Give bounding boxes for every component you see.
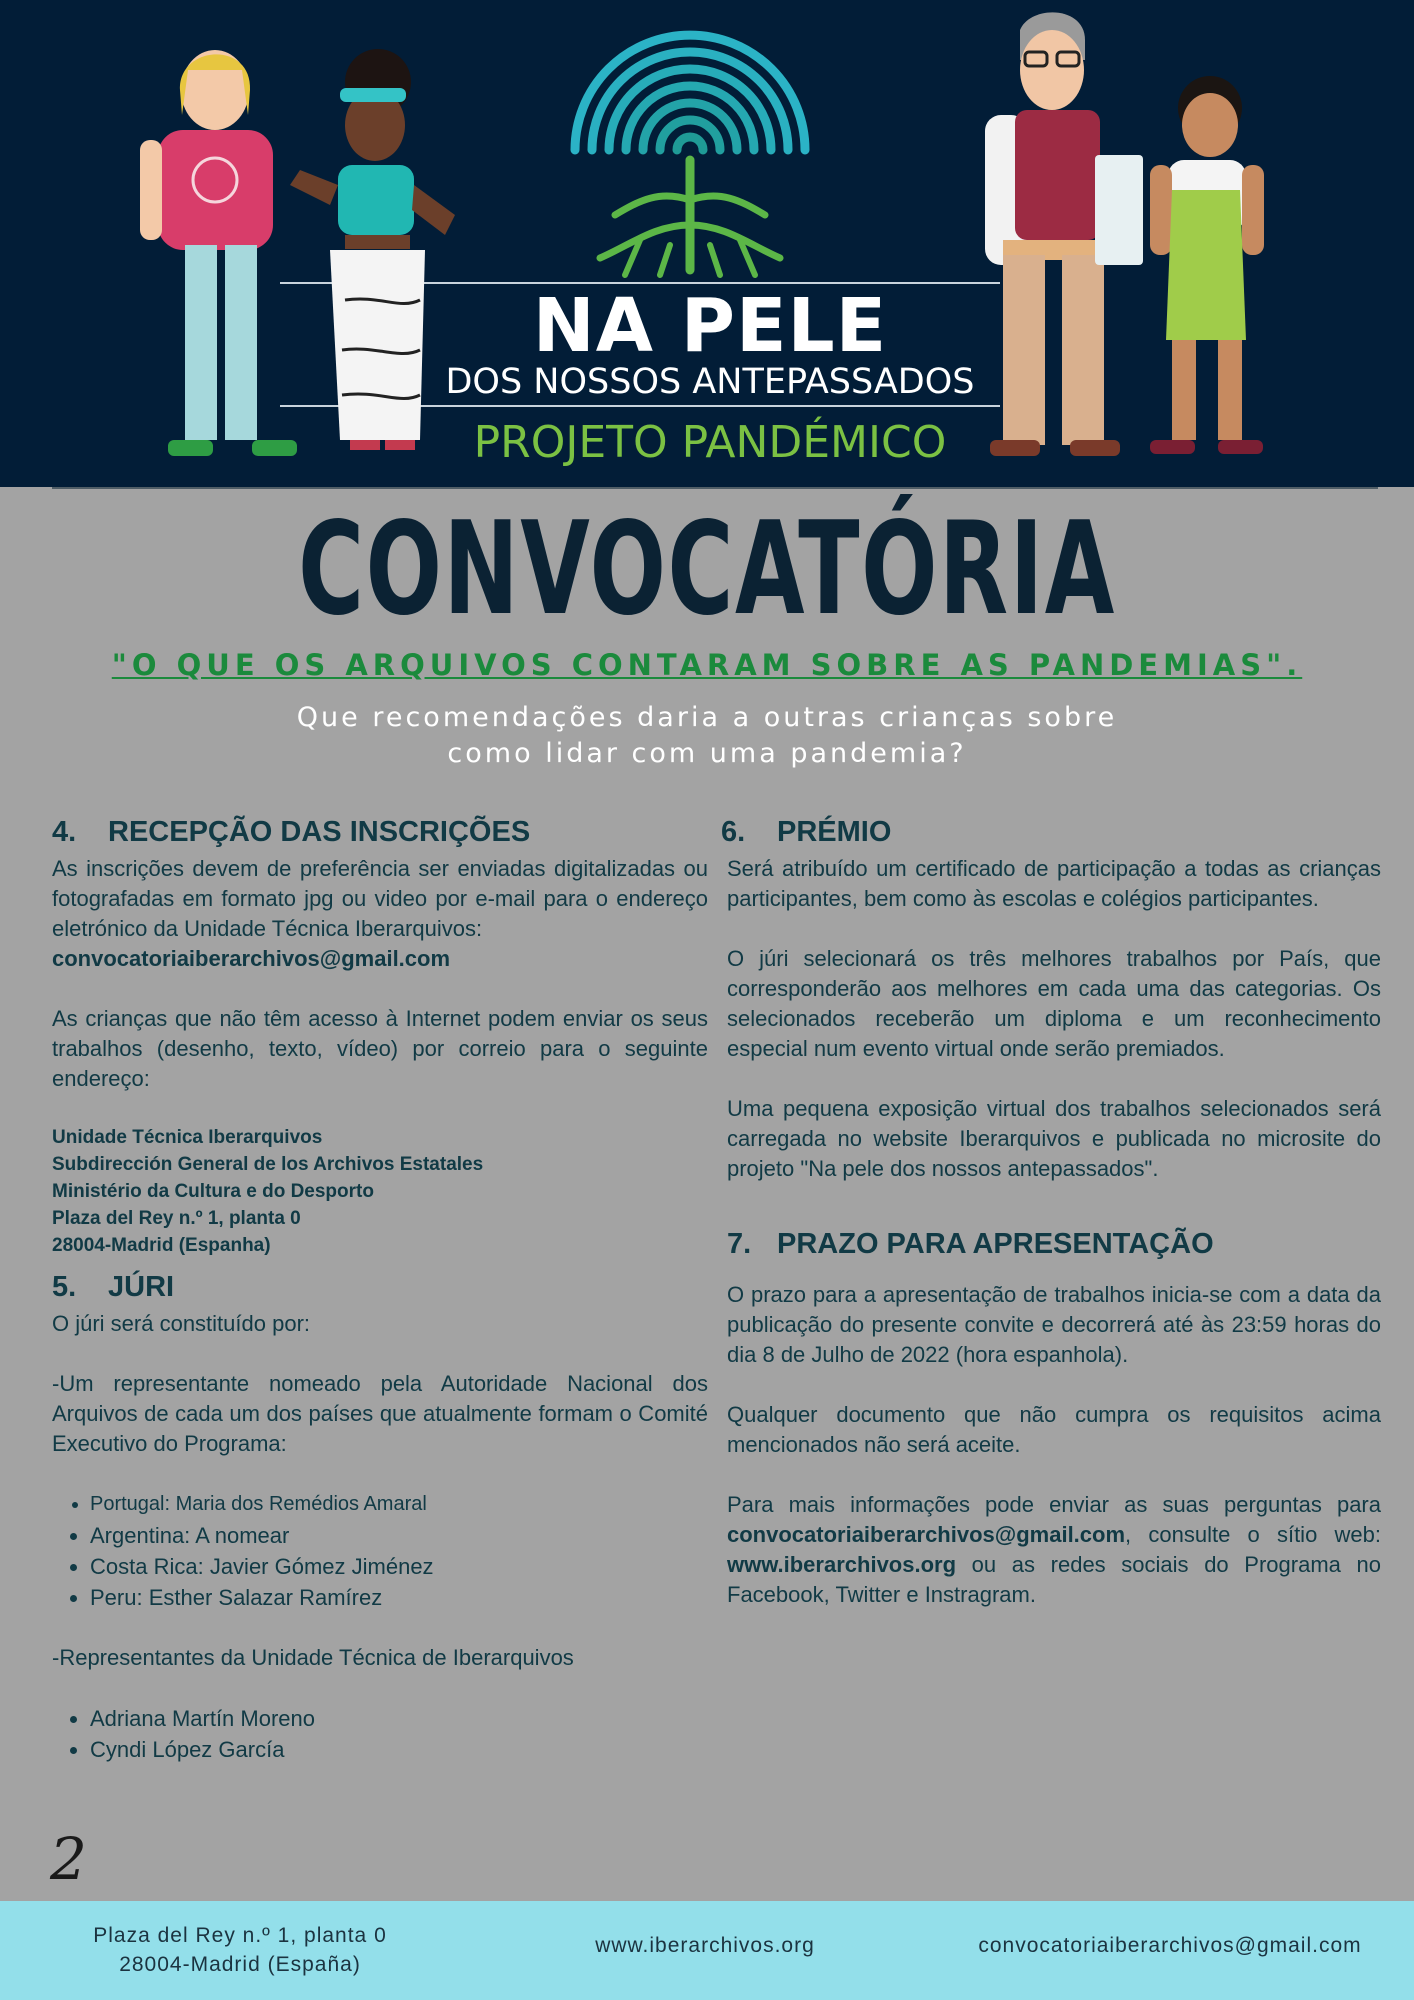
banner-illustration	[0, 0, 1414, 487]
section-7-title: PRAZO PARA APRESENTAÇÃO	[777, 1228, 1214, 1260]
section-6-paragraph-1: Será atribuído um certificado de participação a todas as crianças participantes, bem como às escolas e colégios participantes.	[727, 856, 1381, 911]
section-4-number: 4.	[52, 816, 77, 848]
footer-website-link[interactable]: www.iberarchivos.org	[595, 1934, 815, 1957]
section-5-intro: O júri será constituído por:	[52, 1311, 311, 1336]
divider	[52, 487, 1378, 489]
banner-title-project: PROJETO PANDÉMICO	[473, 417, 947, 468]
section-7-paragraph-1: O prazo para a apresentação de trabalhos inicia-se com a data da publicação do presente convite e decorrerá até às 23:59 horas do dia 8 de Julho de 2022 (hora espanhola).	[727, 1282, 1381, 1367]
postal-address	[52, 1124, 708, 1259]
section-5-paragraph-1: -Um representante nomeado pela Autoridade Nacional dos Arquivos de cada um dos países que atualmente formam o Comité Executivo do Programa:	[52, 1371, 708, 1456]
technical-unit-reps-list	[52, 1703, 708, 1765]
section-6-heading	[721, 810, 1381, 854]
question-line-1: Que recomendações daria a outras crianças sobre	[296, 702, 1118, 733]
footer-email-link[interactable]: convocatoriaiberarchivos@gmail.com	[978, 1934, 1362, 1957]
section-5-number: 5.	[52, 1271, 77, 1303]
section-7-paragraph-2: Qualquer documento que não cumpra os requisitos acima mencionados não será aceite.	[727, 1402, 1381, 1457]
section-6-paragraph-3: Uma pequena exposição virtual dos trabalhos selecionados será carregada no website Iberarquivos e publicada no microsite do projeto "Na pele dos nossos antepassados".	[727, 1096, 1381, 1181]
address-line: Plaza del Rey n.º 1, planta 0	[52, 1208, 301, 1229]
girl-pink-shirt-illustration	[140, 50, 297, 456]
contact-email-link[interactable]: convocatoriaiberarchivos@gmail.com	[727, 1522, 1126, 1547]
address-line: Subdirección General de los Archivos Estatales	[52, 1154, 484, 1175]
contact-text: Para mais informações pode enviar as suas perguntas para	[727, 1492, 1381, 1517]
list-item: • Cyndi López García	[90, 1734, 708, 1765]
page-subtitle: "O QUE OS ARQUIVOS CONTARAM SOBRE AS PANDEMIAS".	[111, 648, 1303, 682]
section-7-paragraph-3	[727, 1490, 1381, 1610]
section-5-heading	[52, 1265, 708, 1309]
address-line: 28004-Madrid (Espanha)	[52, 1235, 271, 1256]
child-overalls-illustration	[1150, 76, 1264, 454]
section-6-title: PRÉMIO	[777, 816, 892, 848]
section-7-number: 7.	[727, 1228, 752, 1260]
contact-text: ou as redes sociais do Programa no Facebook, Twitter e Instragram.	[727, 1552, 1381, 1607]
address-line: Unidade Técnica Iberarquivos	[52, 1127, 323, 1148]
banner-title-sub: DOS NOSSOS ANTEPASSADOS	[445, 362, 975, 402]
address-line: Ministério da Cultura e do Desporto	[52, 1181, 374, 1202]
list-item: • Adriana Martín Moreno	[90, 1703, 708, 1734]
man-clipboard-illustration	[985, 12, 1143, 456]
footer-address-line-2: 28004-Madrid (España)	[119, 1953, 361, 1976]
banner-title-main: NA PELE	[532, 283, 888, 369]
question-line-2: como lidar com uma pandemia?	[447, 738, 967, 769]
page-title: CONVOCATÓRIA	[298, 495, 1116, 644]
footer-address	[80, 1921, 400, 1979]
section-6-paragraph-2: O júri selecionará os três melhores trabalhos por País, que corresponderão aos melhores em cada uma das categorias. Os selecionados receberão um diploma e um reconhecimento especial num evento virtual onde serão premiados.	[727, 946, 1381, 1061]
jury-members-list	[52, 1489, 708, 1613]
section-5-paragraph-2: -Representantes da Unidade Técnica de Iberarquivos	[52, 1645, 574, 1670]
contact-text: , consulte o sítio web:	[1125, 1522, 1381, 1547]
page-number: 2	[50, 1825, 87, 1893]
section-7-heading	[727, 1222, 1381, 1266]
fingerprint-tree-logo-icon	[575, 35, 805, 275]
section-5-title: JÚRI	[108, 1271, 175, 1303]
section-6-number: 6.	[721, 816, 746, 848]
footer	[0, 1901, 1414, 2000]
section-4-paragraph-1: As inscrições devem de preferência ser enviadas digitalizadas ou fotografadas em formato jpg ou video por e-mail para o endereço eletrónico da Unidade Técnica Iberarquivos:	[52, 856, 708, 941]
question-text	[180, 700, 1234, 772]
section-4-heading	[52, 810, 708, 854]
left-column	[52, 810, 708, 1765]
right-column	[721, 810, 1381, 1610]
section-4-title: RECEPÇÃO DAS INSCRIÇÕES	[108, 816, 531, 848]
banner	[0, 0, 1414, 487]
list-item: • Peru: Esther Salazar Ramírez	[90, 1582, 708, 1613]
website-link[interactable]: www.iberarchivos.org	[727, 1552, 957, 1577]
section-4-paragraph-2: As crianças que não têm acesso à Internet podem enviar os seus trabalhos (desenho, texto, vídeo) por correio para o seguinte endereço:	[52, 1006, 708, 1091]
list-item: • Argentina: A nomear	[90, 1520, 708, 1551]
footer-address-line-1: Plaza del Rey n.º 1, planta 0	[93, 1924, 387, 1947]
section-4-email: convocatoriaiberarchivos@gmail.com	[52, 946, 451, 971]
list-item: • Portugal: Maria dos Remédios Amaral	[90, 1489, 708, 1520]
list-item: • Costa Rica: Javier Gómez Jiménez	[90, 1551, 708, 1582]
